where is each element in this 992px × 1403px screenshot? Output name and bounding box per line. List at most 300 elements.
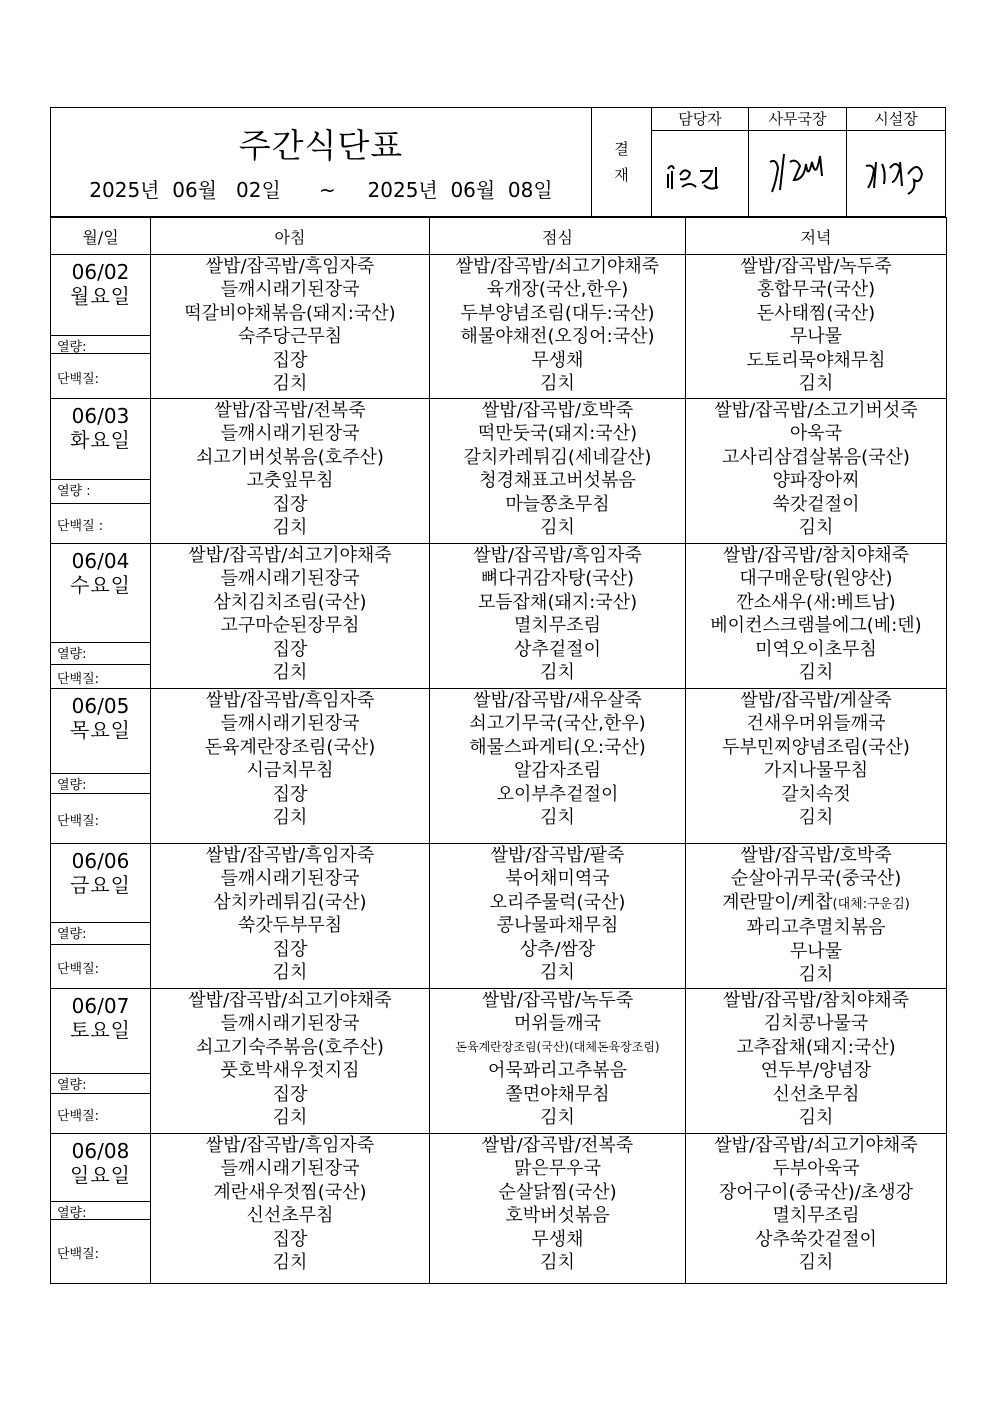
menu-item-text: 김치 <box>798 807 834 829</box>
menu-item-text: 집장 <box>272 638 308 660</box>
menu-item <box>430 255 685 278</box>
menu-item-text: 갈치카레튀김(세네갈산) <box>463 446 652 468</box>
menu-item <box>686 399 946 422</box>
lunch-cell <box>430 1134 686 1284</box>
protein-label-text: 단백질: <box>57 962 100 977</box>
menu-item <box>151 516 429 539</box>
menu-item-text: 알감자조림 <box>514 760 601 782</box>
menu-item <box>151 914 429 937</box>
menu-item <box>430 399 685 422</box>
menu-item-text: 집장 <box>272 783 308 805</box>
menu-item <box>151 689 429 712</box>
menu-item <box>430 914 685 937</box>
menu-item <box>430 1134 685 1157</box>
protein-label <box>51 944 150 990</box>
menu-item <box>151 989 429 1012</box>
menu-item <box>151 278 429 301</box>
menu-item-text: 베이컨스크램블에그(베:덴) <box>710 615 922 637</box>
menu-item <box>686 689 946 712</box>
menu-item-text: 꽈리고추멸치볶음 <box>746 917 886 939</box>
menu-item <box>430 325 685 348</box>
menu-item-text: 김치 <box>272 1252 308 1274</box>
menu-item <box>151 867 429 890</box>
menu-item <box>430 1157 685 1180</box>
menu-item <box>430 1012 685 1035</box>
menu-item <box>151 1134 429 1157</box>
menu-item-text: 순살닭찜(국산) <box>498 1181 617 1203</box>
menu-item <box>686 989 946 1012</box>
day-date: 06/02 <box>71 260 130 284</box>
day-cell <box>51 255 151 399</box>
menu-item-text: 들깨시래기된장국 <box>220 423 360 445</box>
calorie-label: 열량 : <box>51 479 150 499</box>
col-header-date: 월/일 <box>51 218 151 255</box>
menu-item-text: 어묵꽈리고추볶음 <box>487 1060 628 1082</box>
menu-item <box>686 544 946 567</box>
menu-item-text: 쌀밥/잡곡밥/쇠고기야채죽 <box>188 990 392 1011</box>
role-manager: 담당자 <box>652 108 748 131</box>
menu-item <box>430 844 685 867</box>
role-director: 사무국장 <box>749 108 846 131</box>
menu-item-text: 신선초무침 <box>772 1083 860 1105</box>
menu-item <box>686 591 946 614</box>
day-date: 06/05 <box>71 694 130 718</box>
menu-item <box>151 712 429 735</box>
menu-item-text: 김치 <box>798 662 834 684</box>
menu-item <box>430 1181 685 1204</box>
menu-item <box>151 759 429 782</box>
protein-label <box>51 353 150 400</box>
signature-head <box>847 131 945 216</box>
menu-item <box>430 736 685 759</box>
menu-item-text: 숙주당근무침 <box>237 326 343 348</box>
menu-item-text: 뼈다귀감자탕(국산) <box>480 568 635 590</box>
menu-item-text: 쌀밥/잡곡밥/흑임자죽 <box>205 690 375 711</box>
menu-item-text: 떡갈비야채볶음(돼지:국산) <box>184 302 396 324</box>
menu-item-text: 집장 <box>272 1228 308 1250</box>
menu-item-text: 김치 <box>272 807 308 829</box>
menu-sheet <box>50 107 946 1284</box>
menu-item <box>151 1181 429 1204</box>
menu-item <box>151 372 429 395</box>
approval-label-bottom: 재 <box>614 166 629 184</box>
menu-item <box>686 759 946 782</box>
menu-item-text: 들깨시래기된장국 <box>220 1013 360 1035</box>
menu-item-text: 아욱국 <box>789 423 843 445</box>
menu-item-text: 쫄면야채무침 <box>505 1083 610 1105</box>
calorie-label: 열량: <box>51 922 150 942</box>
menu-item <box>430 759 685 782</box>
menu-item-text: 쌀밥/잡곡밥/녹두죽 <box>740 256 892 277</box>
menu-item <box>430 446 685 469</box>
menu-item-text: 김치 <box>540 1107 575 1129</box>
day-cell <box>51 689 151 844</box>
menu-item-text: 무생채 <box>531 349 584 371</box>
day-weekday: 토요일 <box>70 1018 131 1042</box>
menu-item-text: 풋호박새우젓지짐 <box>220 1060 360 1082</box>
menu-item <box>430 372 685 395</box>
menu-item <box>430 938 685 961</box>
dinner-cell <box>686 399 947 544</box>
breakfast-cell <box>151 399 430 544</box>
day-cell <box>51 989 151 1134</box>
breakfast-cell <box>151 989 430 1134</box>
menu-item <box>430 516 685 539</box>
menu-item-text: 연두부/양념장 <box>760 1060 872 1082</box>
menu-item-text: 멸치무조림 <box>772 1205 860 1227</box>
menu-item <box>686 325 946 348</box>
sign-column-director <box>749 108 847 216</box>
lunch-cell <box>430 399 686 544</box>
menu-item <box>686 469 946 492</box>
menu-item <box>151 844 429 867</box>
menu-table-header <box>51 218 947 255</box>
menu-item <box>686 1157 946 1180</box>
menu-item-text: 갈치속젓 <box>781 783 851 805</box>
protein-label <box>51 1093 150 1135</box>
lunch-cell <box>430 255 686 399</box>
protein-label-text: 단백질: <box>57 371 100 387</box>
menu-item-text: 김치 <box>540 517 575 539</box>
menu-item <box>686 1083 946 1106</box>
menu-item <box>151 1012 429 1035</box>
menu-item <box>151 493 429 516</box>
menu-item-text: 머위들깨국 <box>514 1013 601 1035</box>
menu-item <box>686 1106 946 1129</box>
menu-item <box>151 661 429 684</box>
table-row <box>51 989 947 1134</box>
menu-item-text: 쌀밥/잡곡밥/쇠고기야채죽 <box>188 545 392 566</box>
menu-item <box>151 938 429 961</box>
menu-item <box>430 302 685 325</box>
menu-item-note: (대체:구운김) <box>832 896 910 912</box>
menu-item <box>151 891 429 914</box>
menu-item <box>151 469 429 492</box>
menu-item <box>430 661 685 684</box>
menu-item-text: 무생채 <box>531 1228 584 1250</box>
menu-item <box>151 567 429 590</box>
menu-item <box>686 661 946 684</box>
menu-item-text: 장어구이(중국산)/초생강 <box>719 1181 913 1203</box>
day-date: 06/07 <box>71 994 130 1018</box>
role-head: 시설장 <box>847 108 945 131</box>
menu-item <box>151 783 429 806</box>
menu-item-text: 쌀밥/잡곡밥/소고기버섯죽 <box>714 400 918 421</box>
table-row <box>51 544 947 689</box>
menu-item <box>686 302 946 325</box>
menu-item <box>430 1083 685 1106</box>
menu-item <box>686 372 946 395</box>
menu-item <box>430 712 685 735</box>
menu-item-text: 맑은무우국 <box>514 1158 601 1180</box>
menu-item-text: 쌀밥/잡곡밥/게살죽 <box>740 690 892 711</box>
table-row <box>51 689 947 844</box>
menu-item-text: 해물야채전(오징어:국산) <box>460 326 655 348</box>
protein-label-text: 단백질: <box>57 814 100 829</box>
table-row <box>51 1134 947 1284</box>
table-row <box>51 399 947 544</box>
header-block <box>50 107 946 217</box>
menu-item-text: 쌀밥/잡곡밥/쇠고기야채죽 <box>455 256 660 277</box>
menu-item <box>430 278 685 301</box>
signature-head-mark <box>856 144 936 204</box>
menu-item <box>430 867 685 890</box>
protein-label <box>51 664 150 690</box>
menu-item <box>151 1251 429 1274</box>
menu-item <box>151 638 429 661</box>
menu-item-text: 김치 <box>272 1107 308 1129</box>
menu-item <box>686 736 946 759</box>
menu-item <box>151 1157 429 1180</box>
menu-item-text: 집장 <box>272 349 308 371</box>
menu-item-text: 쌀밥/잡곡밥/호박죽 <box>481 400 634 421</box>
menu-item <box>686 349 946 372</box>
menu-item <box>430 1059 685 1082</box>
col-header-breakfast: 아침 <box>151 218 430 255</box>
menu-item-text: 집장 <box>272 1083 308 1105</box>
menu-item <box>151 1204 429 1227</box>
menu-item-text: 김치 <box>798 517 834 539</box>
calorie-label: 열량: <box>51 1201 150 1221</box>
menu-item-text: 무나물 <box>789 940 843 962</box>
protein-label-text: 단백질 : <box>57 519 104 534</box>
lunch-cell <box>430 689 686 844</box>
day-date: 06/08 <box>71 1139 130 1163</box>
day-cell <box>51 544 151 689</box>
menu-item <box>686 278 946 301</box>
menu-item-text: 쌀밥/잡곡밥/참치야채죽 <box>722 545 909 566</box>
calorie-label: 열량: <box>51 642 150 662</box>
dinner-cell <box>686 544 947 689</box>
menu-item-text: 돈육계란장조림(국산) <box>204 736 376 758</box>
menu-item-text: 삼치카레튀김(국산) <box>213 891 367 913</box>
menu-item-text: 시금치무침 <box>246 760 334 782</box>
day-weekday: 금요일 <box>70 873 131 897</box>
menu-item-text: 멸치무조림 <box>514 615 601 637</box>
menu-item <box>151 614 429 637</box>
menu-item <box>430 1106 685 1129</box>
menu-item <box>151 591 429 614</box>
menu-item-text: 신선초무침 <box>246 1205 334 1227</box>
page-title: 주간식단표 <box>238 126 404 165</box>
menu-item-text: 청경채표고버섯볶음 <box>479 470 636 492</box>
menu-item-text: 김치 <box>798 373 834 395</box>
breakfast-cell <box>151 1134 430 1284</box>
menu-item <box>430 989 685 1012</box>
menu-item <box>151 961 429 984</box>
menu-item <box>430 1251 685 1274</box>
menu-item <box>686 891 946 916</box>
menu-item <box>686 1012 946 1035</box>
breakfast-cell <box>151 544 430 689</box>
menu-item <box>151 1059 429 1082</box>
menu-item-text: 돈육계란장조림(국산)(대체돈육장조림) <box>455 1039 660 1054</box>
menu-item-text: 쌀밥/잡곡밥/녹두죽 <box>481 990 634 1011</box>
menu-item-text: 모듬잡채(돼지:국산) <box>477 591 638 613</box>
menu-item-text: 상추겉절이 <box>514 638 601 660</box>
menu-item <box>686 940 946 963</box>
day-date: 06/06 <box>71 849 130 873</box>
table-row <box>51 255 947 399</box>
menu-item-text: 도토리묵야채무침 <box>746 349 886 371</box>
menu-item <box>430 614 685 637</box>
menu-item-text: 쌀밥/잡곡밥/참치야채죽 <box>722 990 909 1011</box>
day-date: 06/03 <box>71 404 130 428</box>
menu-item <box>686 614 946 637</box>
menu-item-text: 김치콩나물국 <box>763 1013 869 1035</box>
title-box <box>51 108 592 216</box>
day-weekday: 화요일 <box>70 428 131 452</box>
date-range: 2025년 06월 02일 ~ 2025년 06월 08일 <box>89 178 553 202</box>
menu-item <box>430 493 685 516</box>
approval-label <box>592 108 652 216</box>
protein-label-text: 단백질: <box>57 1109 100 1124</box>
menu-item-text: 쑥갓겉절이 <box>772 493 860 515</box>
menu-item-text: 김치 <box>272 373 308 395</box>
menu-item <box>686 446 946 469</box>
menu-item-text: 김치 <box>272 662 308 684</box>
menu-item <box>430 469 685 492</box>
menu-item <box>686 1059 946 1082</box>
dinner-cell <box>686 989 947 1134</box>
table-row <box>51 844 947 989</box>
menu-item-text: 무나물 <box>789 326 843 348</box>
menu-item <box>430 806 685 829</box>
day-weekday: 수요일 <box>70 573 131 597</box>
menu-item-text: 상추/쌈장 <box>519 938 596 960</box>
menu-item-text: 집장 <box>272 493 308 515</box>
signature-manager-mark <box>660 149 740 199</box>
menu-item-text: 김치 <box>540 807 575 829</box>
lunch-cell <box>430 544 686 689</box>
protein-label <box>51 793 150 845</box>
menu-item <box>686 867 946 890</box>
menu-item <box>430 891 685 914</box>
menu-item <box>430 783 685 806</box>
menu-item <box>686 1181 946 1204</box>
menu-item-text: 홍합무국(국산) <box>756 279 876 301</box>
menu-item <box>151 399 429 422</box>
menu-item <box>151 736 429 759</box>
menu-item <box>686 844 946 867</box>
calorie-label: 열량: <box>51 773 150 793</box>
menu-item-text: 쌀밥/잡곡밥/새우살죽 <box>473 690 642 711</box>
menu-item <box>151 446 429 469</box>
menu-item-text: 쌀밥/잡곡밥/흑임자죽 <box>473 545 642 566</box>
menu-item-text: 쌀밥/잡곡밥/흑임자죽 <box>205 845 375 866</box>
menu-table <box>50 217 947 1284</box>
menu-item-text: 김치 <box>798 1252 834 1274</box>
dinner-cell <box>686 255 947 399</box>
menu-item <box>151 302 429 325</box>
breakfast-cell <box>151 844 430 989</box>
menu-item-text: 북어채미역국 <box>505 868 610 890</box>
protein-label <box>51 1219 150 1285</box>
menu-item-text: 김치 <box>540 962 575 984</box>
menu-item-text: 양파장아찌 <box>772 470 860 492</box>
menu-item <box>151 1106 429 1129</box>
menu-item-text: 들깨시래기된장국 <box>220 713 360 735</box>
menu-item <box>151 1228 429 1251</box>
menu-item-text: 들깨시래기된장국 <box>220 568 360 590</box>
menu-item-text: 콩나물파채무침 <box>496 915 619 937</box>
menu-item-text: 육개장(국산,한우) <box>486 279 629 301</box>
menu-item <box>430 591 685 614</box>
menu-item-text: 건새우머위들깨국 <box>746 713 886 735</box>
menu-item <box>430 1228 685 1251</box>
menu-item <box>151 325 429 348</box>
protein-label <box>51 503 150 545</box>
menu-item-text: 쌀밥/잡곡밥/팥죽 <box>490 845 625 866</box>
protein-label-text: 단백질: <box>57 672 100 687</box>
menu-item-text: 쇠고기무국(국산,한우) <box>469 713 646 735</box>
approval-label-top: 결 <box>614 140 629 158</box>
menu-item <box>686 567 946 590</box>
menu-item-text: 두부아욱국 <box>772 1158 860 1180</box>
menu-item-text: 들깨시래기된장국 <box>220 279 360 301</box>
menu-item <box>686 783 946 806</box>
sign-column-head <box>847 108 945 216</box>
menu-item <box>430 1204 685 1227</box>
menu-item <box>430 422 685 445</box>
menu-item-text: 쑥갓두부무침 <box>237 915 343 937</box>
menu-item <box>686 493 946 516</box>
menu-item <box>686 916 946 939</box>
signature-director-mark <box>758 144 838 204</box>
menu-item <box>151 1036 429 1059</box>
menu-item <box>151 544 429 567</box>
menu-item-text: 고추잡채(돼지:국산) <box>736 1036 896 1058</box>
menu-item-text: 쌀밥/잡곡밥/흑임자죽 <box>205 256 375 277</box>
menu-item-text: 돈사태찜(국산) <box>756 302 876 324</box>
menu-item-text: 김치 <box>540 662 575 684</box>
menu-item-text: 상추쑥갓겉절이 <box>755 1228 877 1250</box>
day-cell <box>51 844 151 989</box>
protein-label-text: 단백질: <box>57 1247 100 1262</box>
day-weekday: 월요일 <box>70 284 131 308</box>
menu-item <box>151 349 429 372</box>
menu-item-text: 고구마순된장무침 <box>220 615 360 637</box>
menu-item <box>151 422 429 445</box>
menu-item-text: 김치 <box>540 1252 575 1274</box>
dinner-cell <box>686 1134 947 1284</box>
menu-item-text: 고사리삼겹살볶음(국산) <box>722 446 910 468</box>
menu-item <box>686 1036 946 1059</box>
day-cell <box>51 1134 151 1284</box>
menu-table-body <box>51 255 947 1284</box>
col-header-lunch: 점심 <box>430 218 686 255</box>
menu-item-text: 쌀밥/잡곡밥/쇠고기야채죽 <box>714 1135 918 1156</box>
menu-item <box>686 963 946 986</box>
dinner-cell <box>686 844 947 989</box>
menu-item <box>686 1204 946 1227</box>
lunch-cell <box>430 844 686 989</box>
lunch-cell <box>430 989 686 1134</box>
dinner-cell <box>686 689 947 844</box>
menu-item-text: 김치 <box>272 517 308 539</box>
menu-item-text: 들깨시래기된장국 <box>220 868 360 890</box>
menu-item <box>430 689 685 712</box>
menu-item-text: 김치 <box>798 1107 834 1129</box>
menu-item <box>686 1228 946 1251</box>
col-header-dinner: 저녁 <box>686 218 947 255</box>
menu-item-text: 계란말이/케찹 <box>722 891 833 913</box>
calorie-label: 열량: <box>51 335 150 355</box>
menu-item-text: 쌀밥/잡곡밥/호박죽 <box>740 845 892 866</box>
menu-item <box>686 638 946 661</box>
menu-item <box>686 712 946 735</box>
menu-item <box>686 422 946 445</box>
